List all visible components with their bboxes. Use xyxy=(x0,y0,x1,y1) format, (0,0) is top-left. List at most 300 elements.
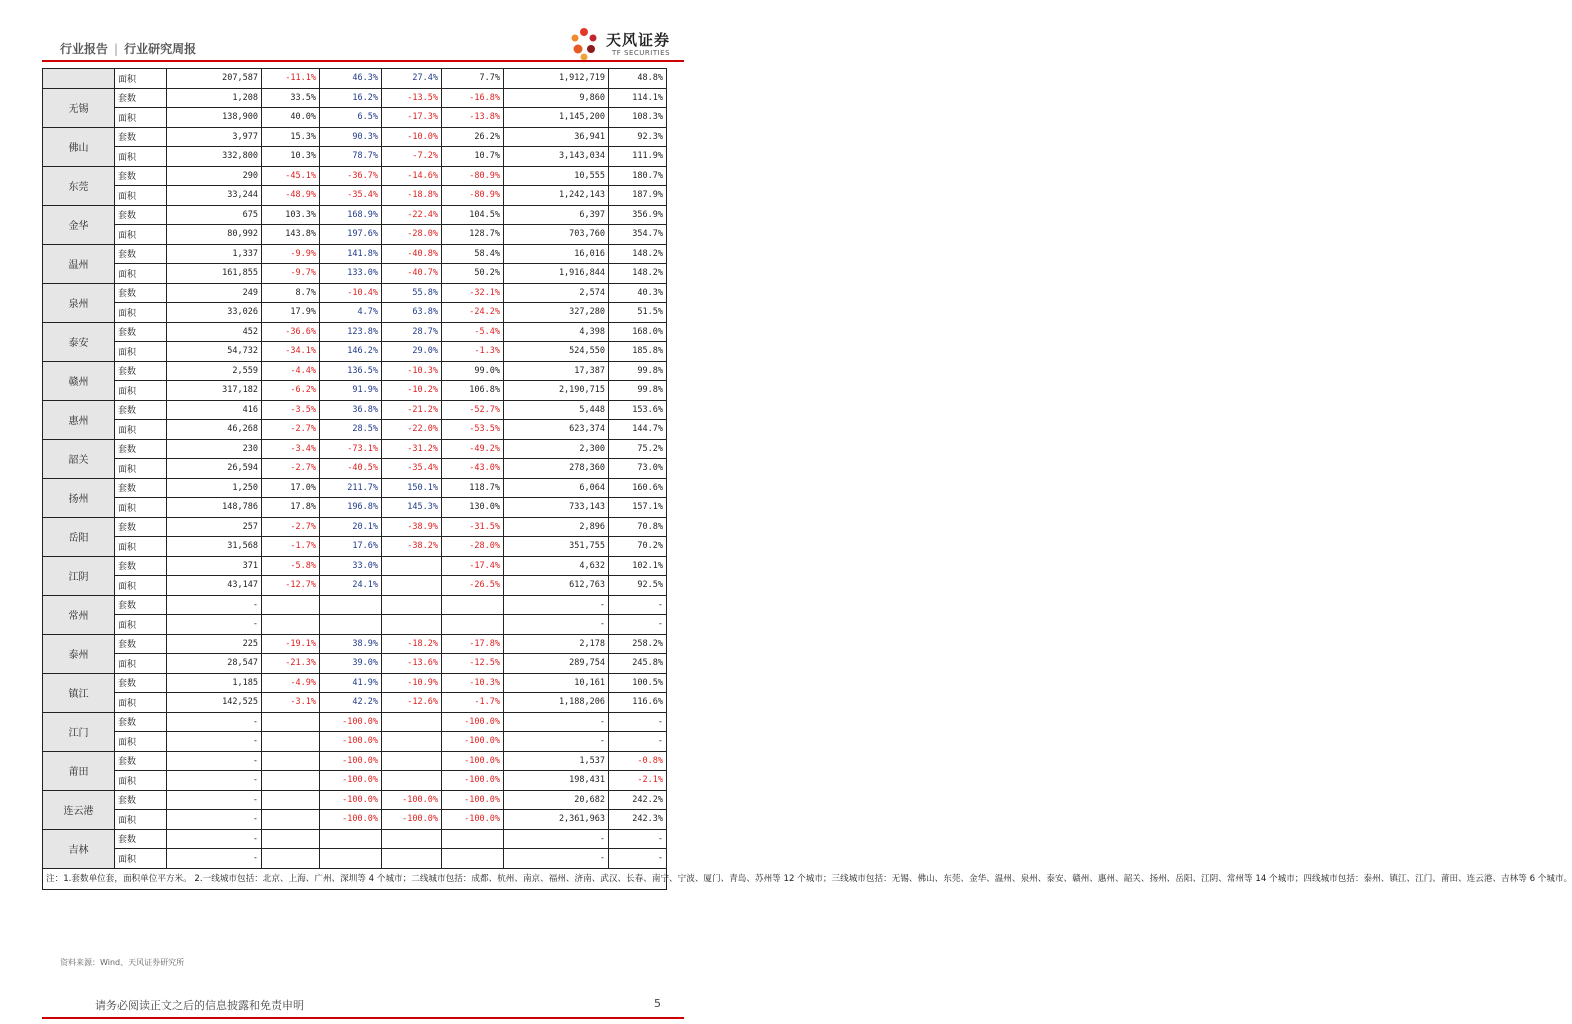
table-cell: 133.0% xyxy=(320,264,382,284)
metric-label: 套数 xyxy=(115,751,167,771)
table-cell xyxy=(442,615,504,635)
table-row xyxy=(43,361,667,381)
table-cell: - xyxy=(609,829,667,849)
table-cell: 20,682 xyxy=(504,790,609,810)
table-cell: 2,896 xyxy=(504,517,609,537)
city-name: 岳阳 xyxy=(43,517,115,556)
table-cell: 1,912,719 xyxy=(504,69,609,89)
table-cell: - xyxy=(609,732,667,752)
table-cell: 2,574 xyxy=(504,283,609,303)
table-row xyxy=(43,634,667,654)
table-cell: 102.1% xyxy=(609,556,667,576)
table-cell: -2.7% xyxy=(262,517,320,537)
table-cell: 356.9% xyxy=(609,205,667,225)
table-cell: -13.6% xyxy=(382,654,442,674)
table-cell: 33,244 xyxy=(167,186,262,206)
table-cell: 26.2% xyxy=(442,127,504,147)
table-cell: 289,754 xyxy=(504,654,609,674)
table-cell: 16,016 xyxy=(504,244,609,264)
table-cell: -17.4% xyxy=(442,556,504,576)
table-row xyxy=(43,88,667,108)
table-cell: 29.0% xyxy=(382,342,442,362)
report-name: 行业研究周报 xyxy=(124,42,197,56)
table-cell: 9,860 xyxy=(504,88,609,108)
table-cell: -13.5% xyxy=(382,88,442,108)
metric-label: 套数 xyxy=(115,127,167,147)
table-cell: -14.6% xyxy=(382,166,442,186)
table-cell: -100.0% xyxy=(382,790,442,810)
table-cell: 10.3% xyxy=(262,147,320,167)
table-cell: -21.3% xyxy=(262,654,320,674)
table-cell: -80.9% xyxy=(442,166,504,186)
table-cell: 612,763 xyxy=(504,576,609,596)
table-cell: 40.3% xyxy=(609,283,667,303)
table-cell: -19.1% xyxy=(262,634,320,654)
table-cell: - xyxy=(167,790,262,810)
note-row xyxy=(43,868,667,889)
table-cell: 91.9% xyxy=(320,381,382,401)
table-row xyxy=(43,127,667,147)
table-cell: -43.0% xyxy=(442,459,504,479)
table-cell: 20.1% xyxy=(320,517,382,537)
table-cell xyxy=(442,829,504,849)
table-cell: 6,064 xyxy=(504,478,609,498)
table-cell: -21.2% xyxy=(382,400,442,420)
table-cell: - xyxy=(504,712,609,732)
table-cell: 26,594 xyxy=(167,459,262,479)
table-cell: 623,374 xyxy=(504,420,609,440)
metric-label: 面积 xyxy=(115,537,167,557)
table-row xyxy=(43,478,667,498)
table-row xyxy=(43,439,667,459)
table-cell: -10.3% xyxy=(382,361,442,381)
table-row xyxy=(43,751,667,771)
table-cell: 46.3% xyxy=(320,69,382,89)
table-row xyxy=(43,420,667,440)
table-cell: -36.7% xyxy=(320,166,382,186)
metric-label: 套数 xyxy=(115,283,167,303)
metric-label: 面积 xyxy=(115,225,167,245)
table-cell: 703,760 xyxy=(504,225,609,245)
table-cell: 111.9% xyxy=(609,147,667,167)
table-cell: - xyxy=(167,771,262,791)
table-cell: 50.2% xyxy=(442,264,504,284)
table-cell: 8.7% xyxy=(262,283,320,303)
table-cell: -0.8% xyxy=(609,751,667,771)
table-cell: -17.3% xyxy=(382,108,442,128)
table-cell: 28.7% xyxy=(382,322,442,342)
table-cell: 168.0% xyxy=(609,322,667,342)
table-cell: - xyxy=(167,810,262,830)
table-cell: 211.7% xyxy=(320,478,382,498)
table-cell: -12.6% xyxy=(382,693,442,713)
table-cell: 143.8% xyxy=(262,225,320,245)
table-row xyxy=(43,556,667,576)
table-cell: 70.8% xyxy=(609,517,667,537)
table-cell xyxy=(382,556,442,576)
table-cell: 2,178 xyxy=(504,634,609,654)
table-cell: 150.1% xyxy=(382,478,442,498)
table-cell: -35.4% xyxy=(382,459,442,479)
table-cell: 327,280 xyxy=(504,303,609,323)
table-cell: 242.2% xyxy=(609,790,667,810)
table-cell: 108.3% xyxy=(609,108,667,128)
table-cell: 31,568 xyxy=(167,537,262,557)
table-cell: 153.6% xyxy=(609,400,667,420)
metric-label: 套数 xyxy=(115,595,167,615)
table-cell xyxy=(262,829,320,849)
table-cell: -40.8% xyxy=(382,244,442,264)
metric-label: 面积 xyxy=(115,576,167,596)
table-cell xyxy=(262,595,320,615)
table-cell: - xyxy=(167,732,262,752)
table-row xyxy=(43,381,667,401)
table-cell: -100.0% xyxy=(442,810,504,830)
table-row xyxy=(43,342,667,362)
table-row xyxy=(43,693,667,713)
table-cell: 43,147 xyxy=(167,576,262,596)
table-cell: 2,559 xyxy=(167,361,262,381)
report-type: 行业报告 xyxy=(60,42,109,56)
table-row xyxy=(43,790,667,810)
metric-label: 面积 xyxy=(115,381,167,401)
table-cell xyxy=(262,810,320,830)
table-cell: 99.0% xyxy=(442,361,504,381)
table-row xyxy=(43,654,667,674)
logo-mark-icon xyxy=(567,27,601,61)
table-cell: 145.3% xyxy=(382,498,442,518)
table-cell: -38.9% xyxy=(382,517,442,537)
table-cell: 90.3% xyxy=(320,127,382,147)
table-cell: -10.2% xyxy=(382,381,442,401)
table-row xyxy=(43,732,667,752)
city-name: 东莞 xyxy=(43,166,115,205)
table-cell: -7.2% xyxy=(382,147,442,167)
table-cell: -100.0% xyxy=(320,732,382,752)
city-name: 莆田 xyxy=(43,751,115,790)
table-cell: 28.5% xyxy=(320,420,382,440)
metric-label: 面积 xyxy=(115,342,167,362)
table-cell: 54,732 xyxy=(167,342,262,362)
table-cell: 5,448 xyxy=(504,400,609,420)
table-cell: 351,755 xyxy=(504,537,609,557)
table-cell: 157.1% xyxy=(609,498,667,518)
table-cell: 416 xyxy=(167,400,262,420)
table-row xyxy=(43,498,667,518)
city-sales-table xyxy=(42,68,1572,890)
table-cell: -1.3% xyxy=(442,342,504,362)
table-cell: 55.8% xyxy=(382,283,442,303)
table-cell: 146.2% xyxy=(320,342,382,362)
table-cell: -5.4% xyxy=(442,322,504,342)
table-cell: -100.0% xyxy=(442,751,504,771)
table-cell: 141.8% xyxy=(320,244,382,264)
table-cell: 161,855 xyxy=(167,264,262,284)
metric-label: 套数 xyxy=(115,244,167,264)
table-cell: 33.0% xyxy=(320,556,382,576)
report-header xyxy=(60,40,196,57)
table-cell xyxy=(382,849,442,869)
table-cell: - xyxy=(609,849,667,869)
table-note: 注：1.套数单位套，面积单位平方米。 2.一线城市包括：北京、上海、广州、深圳等 4 个城市；二线城市包括：成都、杭州、南京、福州、济南、武汉、长春、南宁、宁波、厦门、青岛、苏州等 12 个城市；三线城市包括：无锡、佛山、东莞、金华、温州、泉州、泰安、赣州、惠州、韶关、扬州、岳阳、江阴、常州等 14 个城市；四线城市包括：泰州、镇江、江门、莆田、连云港、吉林等 6 个城市。 xyxy=(43,868,667,889)
table-row xyxy=(43,459,667,479)
table-cell: -100.0% xyxy=(442,712,504,732)
metric-label: 套数 xyxy=(115,556,167,576)
table-cell: 733,143 xyxy=(504,498,609,518)
table-cell: 242.3% xyxy=(609,810,667,830)
table-cell: - xyxy=(609,595,667,615)
metric-label: 套数 xyxy=(115,88,167,108)
metric-label: 套数 xyxy=(115,790,167,810)
table-cell xyxy=(382,595,442,615)
table-cell: 4,398 xyxy=(504,322,609,342)
table-cell: 2,361,963 xyxy=(504,810,609,830)
table-cell xyxy=(262,751,320,771)
table-cell: 17.8% xyxy=(262,498,320,518)
table-row xyxy=(43,829,667,849)
table-cell: -16.8% xyxy=(442,88,504,108)
city-name: 江阴 xyxy=(43,556,115,595)
table-cell: -18.8% xyxy=(382,186,442,206)
table-cell: -3.4% xyxy=(262,439,320,459)
table-cell: 42.2% xyxy=(320,693,382,713)
table-cell: -1.7% xyxy=(262,537,320,557)
table-cell: 7.7% xyxy=(442,69,504,89)
metric-label: 套数 xyxy=(115,439,167,459)
table-cell: - xyxy=(167,712,262,732)
table-cell: 10.7% xyxy=(442,147,504,167)
table-cell: 180.7% xyxy=(609,166,667,186)
table-cell: 138,900 xyxy=(167,108,262,128)
table-cell: 28,547 xyxy=(167,654,262,674)
table-cell: 78.7% xyxy=(320,147,382,167)
table-cell xyxy=(262,615,320,635)
metric-label: 面积 xyxy=(115,498,167,518)
table-row xyxy=(43,244,667,264)
footer-rule xyxy=(42,1017,684,1019)
table-row xyxy=(43,712,667,732)
table-cell: -26.5% xyxy=(442,576,504,596)
metric-label: 套数 xyxy=(115,634,167,654)
metric-label: 面积 xyxy=(115,810,167,830)
table-cell: 58.4% xyxy=(442,244,504,264)
header-separator: | xyxy=(114,42,119,56)
table-cell: 1,916,844 xyxy=(504,264,609,284)
metric-label: 面积 xyxy=(115,459,167,479)
table-cell: -35.4% xyxy=(320,186,382,206)
city-name xyxy=(43,69,115,89)
table-cell: 70.2% xyxy=(609,537,667,557)
metric-label: 套数 xyxy=(115,517,167,537)
table-row xyxy=(43,303,667,323)
table-cell: 116.6% xyxy=(609,693,667,713)
table-cell: -80.9% xyxy=(442,186,504,206)
logo-name-cn: 天风证券 xyxy=(606,31,671,49)
table-cell: -100.0% xyxy=(320,790,382,810)
table-cell: -28.0% xyxy=(382,225,442,245)
table-cell: -4.9% xyxy=(262,673,320,693)
table-cell: 114.1% xyxy=(609,88,667,108)
disclaimer: 请务必阅读正文之后的信息披露和免责申明 xyxy=(95,999,304,1012)
table-cell xyxy=(262,790,320,810)
table-cell: - xyxy=(504,829,609,849)
table-cell: 2,190,715 xyxy=(504,381,609,401)
table-cell: 40.0% xyxy=(262,108,320,128)
table-cell: -2.1% xyxy=(609,771,667,791)
table-cell: 1,337 xyxy=(167,244,262,264)
company-logo xyxy=(567,25,679,65)
table-cell: -22.0% xyxy=(382,420,442,440)
table-cell: 136.5% xyxy=(320,361,382,381)
table-cell: 123.8% xyxy=(320,322,382,342)
table-cell: -100.0% xyxy=(442,732,504,752)
table-cell xyxy=(382,712,442,732)
table-cell: 16.2% xyxy=(320,88,382,108)
metric-label: 套数 xyxy=(115,478,167,498)
table-row xyxy=(43,264,667,284)
table-cell: 33.5% xyxy=(262,88,320,108)
table-row xyxy=(43,69,667,89)
table-cell: 33,026 xyxy=(167,303,262,323)
metric-label: 套数 xyxy=(115,322,167,342)
table-cell: 197.6% xyxy=(320,225,382,245)
table-cell xyxy=(442,849,504,869)
table-cell: 354.7% xyxy=(609,225,667,245)
table-row xyxy=(43,283,667,303)
table-cell: 258.2% xyxy=(609,634,667,654)
table-cell: -4.4% xyxy=(262,361,320,381)
table-cell: -73.1% xyxy=(320,439,382,459)
table-cell: 51.5% xyxy=(609,303,667,323)
table-cell: -22.4% xyxy=(382,205,442,225)
table-cell xyxy=(382,576,442,596)
metric-label: 面积 xyxy=(115,69,167,89)
table-cell: - xyxy=(504,732,609,752)
metric-label: 面积 xyxy=(115,303,167,323)
table-cell: 332,800 xyxy=(167,147,262,167)
table-row xyxy=(43,186,667,206)
table-row xyxy=(43,108,667,128)
table-cell: -24.2% xyxy=(442,303,504,323)
table-cell: - xyxy=(504,849,609,869)
table-cell: -100.0% xyxy=(382,810,442,830)
table-row xyxy=(43,205,667,225)
table-row xyxy=(43,400,667,420)
table-cell: 17,387 xyxy=(504,361,609,381)
table-cell: 1,537 xyxy=(504,751,609,771)
table-cell: 317,182 xyxy=(167,381,262,401)
table-cell: -40.7% xyxy=(382,264,442,284)
table-cell: 160.6% xyxy=(609,478,667,498)
table-cell: - xyxy=(167,829,262,849)
table-cell: -100.0% xyxy=(320,712,382,732)
table-row xyxy=(43,771,667,791)
table-cell: 225 xyxy=(167,634,262,654)
table-cell: -34.1% xyxy=(262,342,320,362)
table-cell: -10.3% xyxy=(442,673,504,693)
table-row xyxy=(43,322,667,342)
table-cell xyxy=(320,615,382,635)
table-cell: -31.2% xyxy=(382,439,442,459)
table-row xyxy=(43,576,667,596)
table-cell: - xyxy=(167,849,262,869)
metric-label: 面积 xyxy=(115,693,167,713)
metric-label: 套数 xyxy=(115,673,167,693)
table-row xyxy=(43,595,667,615)
table-cell xyxy=(320,595,382,615)
table-cell: -9.9% xyxy=(262,244,320,264)
table-cell: -10.9% xyxy=(382,673,442,693)
table-cell: -32.1% xyxy=(442,283,504,303)
table-cell: -9.7% xyxy=(262,264,320,284)
page-number: 5 xyxy=(654,997,661,1010)
table-cell: -53.5% xyxy=(442,420,504,440)
table-cell: -2.7% xyxy=(262,459,320,479)
table-cell: 36,941 xyxy=(504,127,609,147)
table-cell: -10.4% xyxy=(320,283,382,303)
table-cell: 6,397 xyxy=(504,205,609,225)
city-name: 扬州 xyxy=(43,478,115,517)
table-cell: -17.8% xyxy=(442,634,504,654)
table-cell: -12.7% xyxy=(262,576,320,596)
table-cell: 185.8% xyxy=(609,342,667,362)
city-name: 温州 xyxy=(43,244,115,283)
metric-label: 面积 xyxy=(115,186,167,206)
table-cell: -36.6% xyxy=(262,322,320,342)
table-cell: - xyxy=(504,595,609,615)
table-cell: 675 xyxy=(167,205,262,225)
table-cell: -3.5% xyxy=(262,400,320,420)
table-cell: -49.2% xyxy=(442,439,504,459)
table-cell: - xyxy=(504,615,609,635)
table-cell: 17.0% xyxy=(262,478,320,498)
city-name: 吉林 xyxy=(43,829,115,868)
table-cell: -100.0% xyxy=(442,771,504,791)
table-cell: 100.5% xyxy=(609,673,667,693)
table-cell: 46,268 xyxy=(167,420,262,440)
table-cell: 230 xyxy=(167,439,262,459)
table-cell xyxy=(382,771,442,791)
table-cell: 144.7% xyxy=(609,420,667,440)
table-cell: -100.0% xyxy=(320,771,382,791)
table-cell: 168.9% xyxy=(320,205,382,225)
table-cell: 36.8% xyxy=(320,400,382,420)
city-name: 连云港 xyxy=(43,790,115,829)
table-cell: -10.0% xyxy=(382,127,442,147)
table-row xyxy=(43,147,667,167)
table-cell: 196.8% xyxy=(320,498,382,518)
table-cell: -28.0% xyxy=(442,537,504,557)
table-cell: 1,188,206 xyxy=(504,693,609,713)
table-cell: 63.8% xyxy=(382,303,442,323)
logo-name-en: TF SECURITIES xyxy=(612,49,671,57)
table-cell: 27.4% xyxy=(382,69,442,89)
metric-label: 面积 xyxy=(115,771,167,791)
table-cell: 103.3% xyxy=(262,205,320,225)
table-cell: 187.9% xyxy=(609,186,667,206)
table-cell: -1.7% xyxy=(442,693,504,713)
table-cell: -2.7% xyxy=(262,420,320,440)
table-cell xyxy=(262,732,320,752)
table-cell: -48.9% xyxy=(262,186,320,206)
table-cell: 524,550 xyxy=(504,342,609,362)
table-cell: 371 xyxy=(167,556,262,576)
metric-label: 套数 xyxy=(115,712,167,732)
city-name: 赣州 xyxy=(43,361,115,400)
table-cell: -100.0% xyxy=(320,751,382,771)
table-cell: 1,185 xyxy=(167,673,262,693)
table-cell: -31.5% xyxy=(442,517,504,537)
